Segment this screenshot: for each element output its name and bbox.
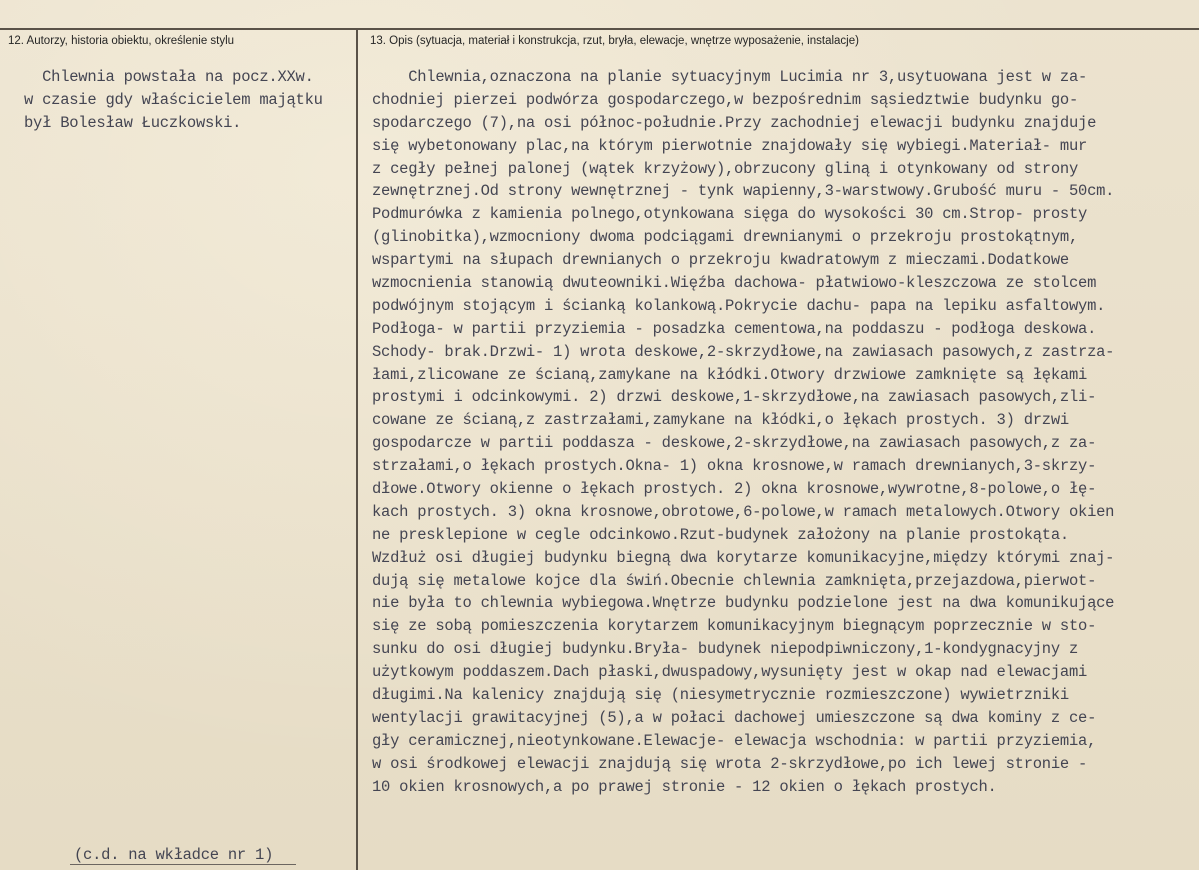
description-line: gły ceramicznej,nieotynkowane.Elewacje- elewacja wschodnia: w partii przyziemia, [372, 731, 1097, 750]
description-line: z cegły pełnej palonej (wątek krzyżowy),obrzucony gliną i otynkowany od strony [372, 159, 1079, 178]
column-divider [356, 28, 358, 870]
description-line: w osi środkowej elewacji znajdują się wrota 2-skrzydłowe,po ich lewej stronie - [372, 754, 1088, 773]
description-line: wzmocnienia stanowią dwuteowniki.Więźba dachowa- płatwiowo-kleszczowa ze stolcem [372, 274, 1097, 293]
description-line: długimi.Na kalenicy znajdują się (niesymetrycznie rozmieszczone) wywietrzniki [372, 686, 1069, 705]
description-line: Schody- brak.Drzwi- 1) wrota deskowe,2-skrzydłowe,na zawiasach pasowych,z zastrza- [372, 342, 1115, 361]
description-line: spodarczego (7),na osi północ-południe.Przy zachodniej elewacji budynku znajduje [372, 113, 1097, 132]
description-line: zewnętrznej.Od strony wewnętrznej - tynk wapienny,3-warstwowy.Grubość muru - 50cm. [372, 182, 1115, 201]
description-line: strzałami,o łękach prostych.Okna- 1) okna krosnowe,w ramach drewnianych,3-skrzy- [372, 457, 1097, 476]
description-line: nie była to chlewnia wybiegowa.Wnętrze budynku podzielone jest na dwa komunikujące [372, 594, 1115, 613]
description-line: wspartymi na słupach drewnianych o przekroju kwadratowym z mieczami.Dodatkowe [372, 251, 1069, 270]
description-line: Podmurówka z kamienia polnego,otynkowana sięga do wysokości 30 cm.Strop- prosty [372, 205, 1088, 224]
description-line: Wzdłuż osi długiej budynku biegną dwa korytarze komunikacyjne,między którymi znaj- [372, 548, 1115, 567]
description-line: chodniej pierzei podwórza gospodarczego,w bezpośrednim sąsiedztwie budynku go- [372, 90, 1079, 109]
description-line: 10 okien krosnowych,a po prawej stronie - 12 okien o łękach prostych. [372, 777, 997, 796]
section-13-heading: 13. Opis (sytuacja, materiał i konstrukcja, rzut, bryła, elewacje, wnętrze wyposażenie, instalacje) [370, 35, 859, 47]
continuation-note: (c.d. na wkładce nr 1) [74, 846, 274, 864]
description-line: gospodarcze w partii poddasza - deskowe,2-skrzydłowe,na zawiasach pasowych,z za- [372, 434, 1097, 453]
description-line: podwójnym stojącym i ścianką kolankową.Pokrycie dachu- papa na lepiku asfaltowym. [372, 296, 1106, 315]
history-line: Chlewnia powstała na pocz.XXw. [24, 68, 314, 86]
description-line: łami,zlicowane ze ścianą,zamykane na kłódki.Otwory drzwiowe zamknięte są łękami [372, 365, 1088, 384]
description-line: ne presklepione w cegle odcinkowo.Rzut-budynek założony na planie prostokąta. [372, 525, 1069, 544]
footer-rule [70, 864, 296, 865]
top-rule [0, 28, 1199, 30]
description-line: sunku do osi długiej budynku.Bryła- budynek niepodpiwniczony,1-kondygnacyjny z [372, 640, 1079, 659]
history-line: był Bolesław Łuczkowski. [24, 113, 242, 132]
description-line: Podłoga- w partii przyziemia - posadzka cementowa,na poddaszu - podłoga deskowa. [372, 319, 1097, 338]
description-line: Chlewnia,oznaczona na planie sytuacyjnym Lucimia nr 3,usytuowana jest w za- [372, 68, 1088, 86]
description-line: prostymi i odcinkowymi. 2) drzwi deskowe,1-skrzydłowe,na zawiasach pasowych,zli- [372, 388, 1097, 407]
description-line: dują się metalowe kojce dla świń.Obecnie chlewnia zamknięta,przejazdowa,pierwot- [372, 571, 1097, 590]
section-12-heading: 12. Autorzy, historia obiektu, określenie stylu [8, 35, 235, 47]
description-line: kach prostych. 3) okna krosnowe,obrotowe,6-polowe,w ramach metalowych.Otwory okien [372, 502, 1115, 521]
description-text [372, 66, 1114, 799]
description-line: (glinobitka),wzmocniony dwoma podciągami drewnianymi o przekroju prostokątnym, [372, 228, 1079, 247]
history-line: w czasie gdy właścicielem majątku [24, 90, 323, 109]
description-line: wentylacji grawitacyjnej (5),a w połaci dachowej umieszczone są dwa kominy z ce- [372, 708, 1097, 727]
description-line: się ze sobą pomieszczenia korytarzem komunikacyjnym biegnącym poprzecznie w sto- [372, 617, 1097, 636]
description-line: dłowe.Otwory okienne o łękach prostych. 2) okna krosnowe,wywrotne,8-polowe,o łę- [372, 480, 1097, 499]
history-text [24, 66, 323, 135]
description-line: użytkowym poddaszem.Dach płaski,dwuspadowy,wysunięty jest w okap nad elewacjami [372, 663, 1088, 682]
description-line: się wybetonowany plac,na którym pierwotnie znajdowały się wybiegi.Materiał- mur [372, 136, 1088, 155]
description-line: cowane ze ścianą,z zastrzałami,zamykane na kłódki,o łękach prostych. 3) drzwi [372, 411, 1069, 430]
